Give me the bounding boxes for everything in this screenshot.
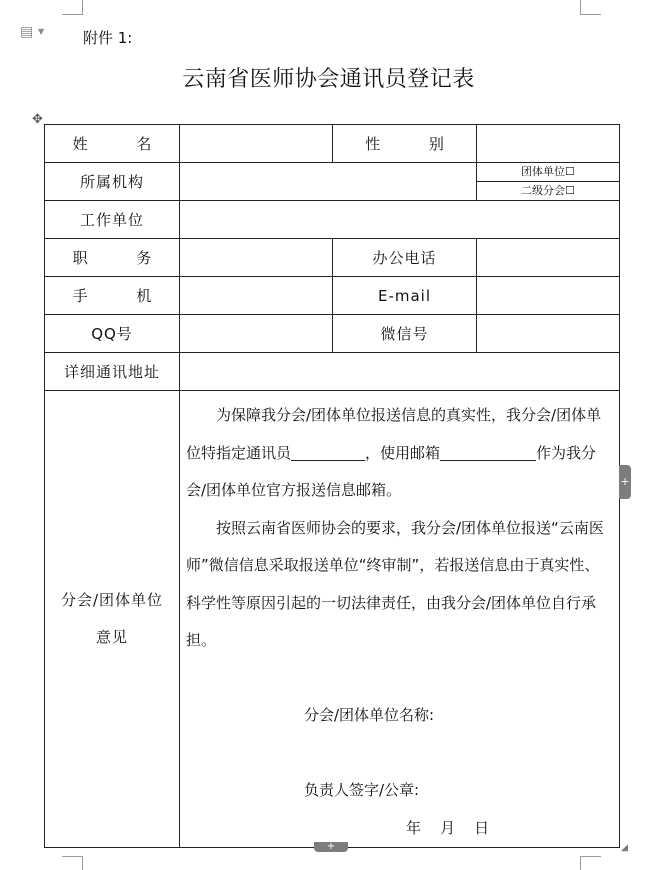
- name-label: 姓 名: [45, 125, 180, 163]
- institution-field[interactable]: [180, 163, 477, 201]
- liaison-blank[interactable]: [291, 442, 365, 461]
- gender-field[interactable]: [477, 125, 620, 163]
- opinion-content[interactable]: [180, 391, 620, 848]
- spacer: [186, 660, 611, 698]
- email-field[interactable]: [477, 277, 620, 315]
- email-blank[interactable]: [440, 442, 536, 461]
- org-name-line: 分会/团体单位名称:: [304, 706, 435, 724]
- option-branch-checkbox[interactable]: 二级分会☐: [477, 181, 619, 200]
- page-title: 云南省医师协会通讯员登记表: [182, 67, 475, 92]
- chevron-down-icon[interactable]: ▼: [38, 27, 45, 36]
- workplace-label: 工作单位: [45, 201, 180, 239]
- qq-field[interactable]: [180, 315, 333, 353]
- crop-mark-bottom-left: [62, 856, 83, 870]
- date-line: 年 月 日: [406, 818, 490, 837]
- opinion-label: [45, 391, 180, 848]
- gender-label: 性 别: [333, 125, 477, 163]
- institution-type-options: [477, 163, 620, 201]
- office-phone-label: 办公电话: [333, 239, 477, 277]
- registration-table: [44, 124, 620, 848]
- opinion-label-line-2: 意见: [95, 628, 128, 646]
- option-group-checkbox[interactable]: 团体单位☐: [521, 165, 575, 178]
- wechat-field[interactable]: [477, 315, 620, 353]
- opinion-label-line-1: 分会/团体单位: [60, 591, 164, 609]
- mobile-field[interactable]: [180, 277, 333, 315]
- crop-mark-top-right: [580, 0, 601, 15]
- add-row-icon[interactable]: +: [314, 842, 348, 852]
- workplace-field[interactable]: [180, 201, 620, 239]
- crop-mark-bottom-right: [580, 856, 601, 870]
- crop-mark-top-left: [62, 0, 83, 15]
- attachment-label: 附件 1:: [83, 29, 133, 47]
- opinion-paragraph-2: 按照云南省医师协会的要求，我分会/团体单位报送“云南医师”微信信息采取报送单位“终审制”，若报送信息由于真实性、科学性等原因引起的一切法律责任，由我分会/团体单位自行承担。: [186, 518, 604, 649]
- address-label: 详细通讯地址: [45, 353, 180, 391]
- table-move-handle-icon[interactable]: ✥: [32, 112, 43, 127]
- address-field[interactable]: [180, 353, 620, 391]
- office-phone-field[interactable]: [477, 239, 620, 277]
- resize-handle-icon[interactable]: ◢: [621, 843, 628, 853]
- mobile-label: 手 机: [45, 277, 180, 315]
- spacer-2: [186, 735, 611, 773]
- email-label: E-mail: [333, 277, 477, 315]
- signature-line: 负责人签字/公章:: [304, 781, 420, 799]
- qq-label: QQ号: [45, 315, 180, 353]
- position-field[interactable]: [180, 239, 333, 277]
- position-label: 职 务: [45, 239, 180, 277]
- wechat-label: 微信号: [333, 315, 477, 353]
- document-icon[interactable]: ▤: [20, 24, 34, 40]
- name-field[interactable]: [180, 125, 333, 163]
- add-column-icon[interactable]: +: [619, 465, 631, 499]
- opinion-paragraph-1: 为保障我分会/团体单位报送信息的真实性，我分会/团体单位特指定通讯员 ，使用邮箱 作为我分会/团体单位官方报送信息邮箱。: [186, 406, 602, 499]
- institution-label: 所属机构: [45, 163, 180, 201]
